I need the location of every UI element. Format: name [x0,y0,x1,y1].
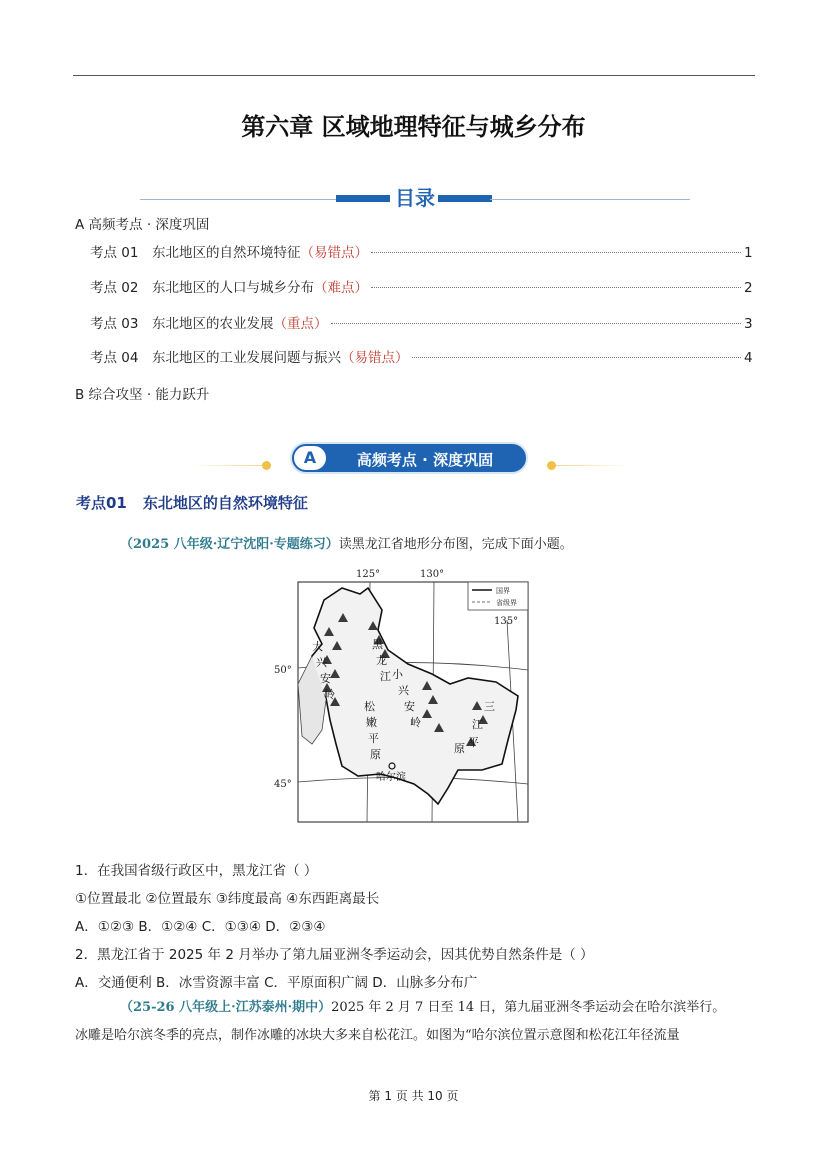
toc-item-num: 考点 01 [90,245,139,261]
lat-label: 45° [274,779,292,790]
question-intro [120,533,573,552]
para-text: 2025 年 2 月 7 日至 14 日，第九届亚洲冬季运动会在哈尔滨举行。 [331,1000,726,1015]
map-label: 松 [364,700,375,713]
toc-item-text: 东北地区的人口与城乡分布 [152,280,314,296]
map-label: 黑 [372,638,383,651]
toc-leader-dots [371,252,741,253]
toc-item-page: 4 [744,350,753,366]
map-label: 江 [380,670,391,683]
toc-item-page: 2 [744,280,753,296]
toc-banner-line-left [140,199,340,200]
q1-choices[interactable]: A．①②③ B．①②④ C．①③④ D．②③④ [75,919,326,935]
q2-stem: 2．黑龙江省于 2025 年 2 月举办了第九届亚洲冬季运动会，因其优势自然条件是（ ） [75,947,594,963]
toc-leader-dots [412,357,742,358]
q1-options: ①位置最北 ②位置最东 ③纬度最高 ④东西距离最长 [75,891,380,907]
kaodian-heading [76,492,308,513]
heilongjiang-map [272,560,534,826]
banner-line-left [190,465,265,466]
legend-label: 国界 [496,587,510,595]
map-label: 兴 [398,684,409,697]
q1-stem: 1．在我国省级行政区中，黑龙江省（ ） [75,863,318,879]
legend-label: 省级界 [496,599,517,607]
map-label: 安 [320,672,331,685]
toc-item-hint: （重点） [273,316,328,332]
toc-item-text: 东北地区的工业发展问题与振兴 [152,350,341,366]
kaodian-title: 东北地区的自然环境特征 [142,494,308,512]
map-label: 大 [312,640,323,653]
lon-label: 135° [494,616,519,627]
para-text: 冰雕是哈尔滨冬季的亮点，制作冰雕的冰块大多来自松花江。如图为“哈尔滨位置示意图和松花江年径流量 [75,1028,680,1043]
toc-item-text: 东北地区的农业发展 [152,316,274,332]
banner-dot-left [262,461,271,470]
toc-item-hint: （易错点） [341,350,409,366]
map-label: 岭 [324,688,335,701]
banner-letter: A [294,446,326,470]
toc-leader-dots [371,287,741,288]
lon-label: 125° [356,569,381,580]
toc-leader-dots [331,323,742,324]
toc-item[interactable] [90,312,752,332]
toc-banner-bar-left [336,195,390,202]
city-label: 哈尔滨 [376,772,406,783]
map-label: 江 [472,718,483,731]
map-label: 嫩 [366,716,377,729]
toc-section-b[interactable]: B 综合攻坚 · 能力跃升 [75,387,210,403]
question-intro-text: 读黑龙江省地形分布图，完成下面小题。 [338,537,573,552]
map-label: 三 [484,700,495,713]
toc-heading: 目录 [395,186,435,210]
map-label: 小 [392,668,403,681]
map-label: 安 [404,700,415,713]
toc-section-a[interactable]: A 高频考点 · 深度巩固 [75,217,210,233]
map-label: 岭 [410,716,421,729]
toc-banner-line-right [490,199,690,200]
map-label: 平 [368,732,379,745]
map-label: 原 [454,742,465,755]
toc-item-page: 1 [744,245,753,261]
kaodian-num: 考点01 [76,494,127,512]
question-2-intro [75,995,755,1021]
toc-item-num: 考点 04 [90,350,139,366]
toc-banner-bar-right [438,195,492,202]
question-source: （25-26 八年级上·江苏泰州·期中） [120,1000,332,1015]
map-label: 原 [370,748,381,761]
map-label: 龙 [376,654,387,667]
header-rule [73,75,755,76]
toc-item-hint: （易错点） [300,245,368,261]
toc-item-num: 考点 03 [90,316,139,332]
toc-item-page: 3 [744,316,753,332]
toc-banner [140,182,690,212]
q2-choices[interactable]: A．交通便利 B．冰雪资源丰富 C．平原面积广阔 D．山脉多分布广 [75,975,478,991]
banner-text: 高频考点 · 深度巩固 [356,451,494,469]
toc-item[interactable] [90,241,752,261]
banner-dot-right [547,461,556,470]
map-label: 兴 [316,656,327,669]
banner-line-right [556,465,630,466]
lat-label: 50° [274,665,292,676]
toc-item[interactable] [90,276,752,296]
toc-item-num: 考点 02 [90,280,139,296]
lon-label: 130° [420,569,445,580]
page-title: 第六章 区域地理特征与城乡分布 [241,113,586,141]
toc-item-hint: （难点） [314,280,368,296]
toc-item-text: 东北地区的自然环境特征 [152,245,301,261]
toc-item[interactable] [90,346,752,366]
page-footer: 第 1 页 共 10 页 [368,1089,459,1103]
question-source: （2025 八年级·辽宁沈阳·专题练习） [120,537,339,552]
map-label: 平 [468,736,479,749]
section-a-banner [190,440,630,480]
map-legend [468,582,528,610]
